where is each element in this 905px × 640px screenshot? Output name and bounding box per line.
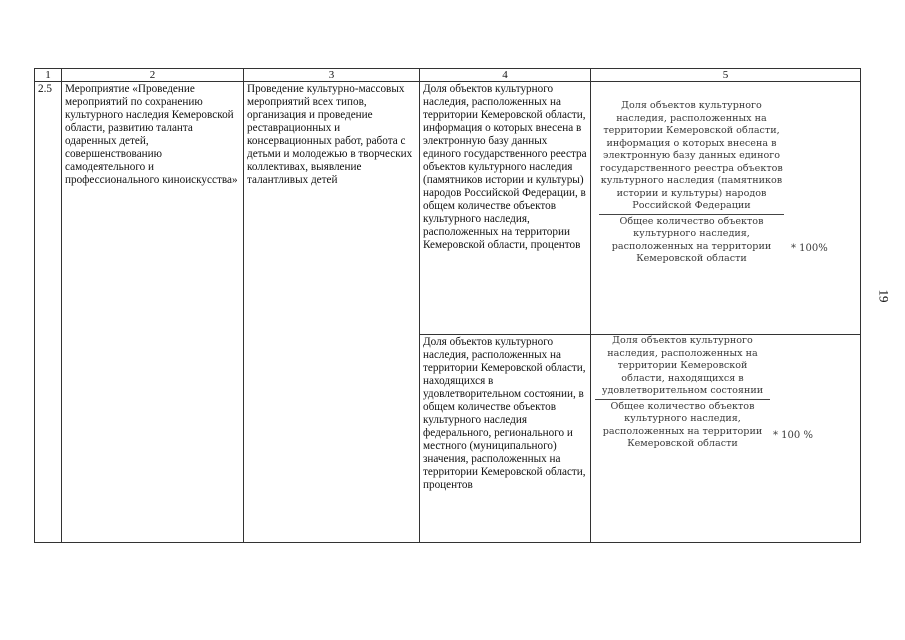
formula-2-multiplier: * 100 % xyxy=(773,430,813,441)
formula-cell-2 xyxy=(591,335,861,543)
formula-cell-1 xyxy=(591,82,861,335)
event-cell: Мероприятие «Проведение мероприятий по сохранению культурного наследия Кемеровской области, развитию таланта одаренных детей, совершенствованию самодеятельного и профессионального киноискусства» xyxy=(62,82,244,543)
formula-2-numerator: Доля объектов культурного наследия, расположенных на территории Кемеровской области, находящихся в удовлетворительном состоянии xyxy=(601,335,764,396)
formula-1-denominator: Общее количество объектов культурного наследия, расположенных на территории Кемеровской области xyxy=(611,215,772,264)
header-cell-3: 3 xyxy=(244,69,420,82)
formula-2 xyxy=(595,335,813,451)
row-number: 2.5 xyxy=(35,82,62,543)
formula-1-numerator: Доля объектов культурного наследия, расположенных на территории Кемеровской области, информация о которых внесена в электронную базу данных единого государственного реестра объектов культурного наследия (памятников истории и культуры) народов Российской Федерации xyxy=(600,100,783,211)
fraction-line xyxy=(599,214,784,215)
fraction-line xyxy=(595,399,770,400)
header-cell-2: 2 xyxy=(62,69,244,82)
formula-1 xyxy=(599,100,828,266)
table-header-row xyxy=(35,69,861,82)
description-cell: Проведение культурно-массовых мероприятий всех типов, организация и проведение реставрационных и консервационных работ, работа с детьми и молодежью в творческих коллективах, выявление талантливых детей xyxy=(244,82,420,543)
header-cell-1: 1 xyxy=(35,69,62,82)
indicator-cell-2: Доля объектов культурного наследия, расположенных на территории Кемеровской области, находящихся в удовлетворительном состоянии, в общем количестве объектов культурного наследия федерального, регионального и местного (муниципального) значения, расположенных на территории Кемеровской области, процентов xyxy=(420,335,591,543)
indicator-table xyxy=(34,68,861,543)
indicator-cell-1: Доля объектов культурного наследия, расположенных на территории Кемеровской области, информация о которых внесена в электронную базу данных единого государственного реестра объектов культурного наследия (памятников истории и культуры) народов Российской Федерации, в общем количестве объектов культурного наследия, расположенных на территории Кемеровской области, процентов xyxy=(420,82,591,335)
formula-2-denominator: Общее количество объектов культурного наследия, расположенных на территории Кемеровской области xyxy=(602,400,763,449)
table-row xyxy=(35,82,861,335)
header-cell-4: 4 xyxy=(420,69,591,82)
page-number: 19 xyxy=(876,289,892,303)
formula-1-multiplier: * 100% xyxy=(791,243,828,254)
header-cell-5: 5 xyxy=(591,69,861,82)
